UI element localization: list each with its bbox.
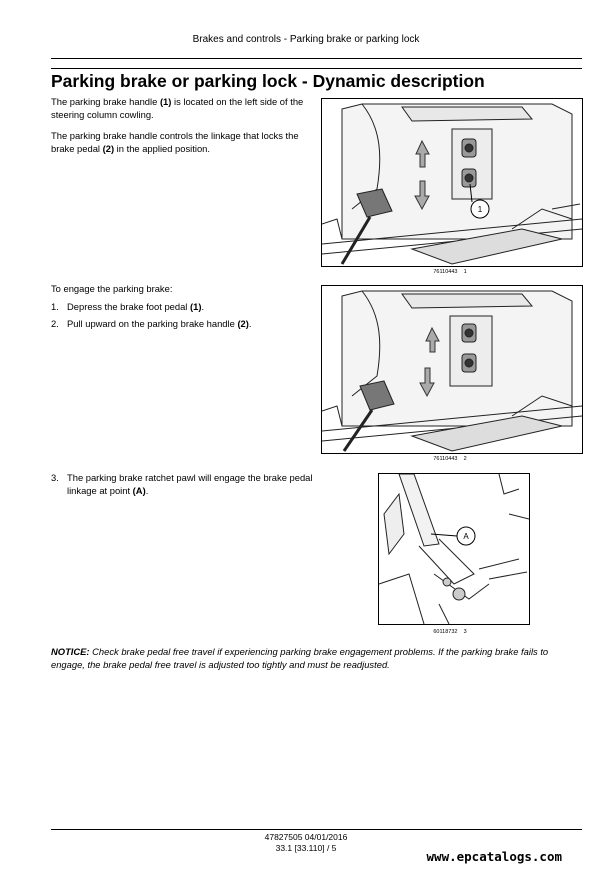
running-header: Brakes and controls - Parking brake or parking lock [192, 34, 420, 45]
figure-1-illustration [321, 98, 583, 267]
intro-paragraph-2: The parking brake handle controls the linkage that locks the brake pedal (2) in the applied position. [51, 130, 299, 154]
footer-rule [51, 829, 582, 830]
notice-paragraph: NOTICE: Check brake pedal free travel if experiencing parking brake engagement problems. If the parking brake fails to engage, the brake pedal free travel is adjusted too tightly and must be readjusted. [51, 646, 549, 670]
list-item: 2. Pull upward on the parking brake handle (2). [51, 318, 252, 329]
callout-1-label: 1 [477, 205, 483, 214]
figure-3-caption: 60118732 3 [433, 629, 467, 635]
list-item: 3. The parking brake ratchet pawl will engage the brake pedal linkage at point (A). [51, 472, 313, 496]
figure-2-caption: 76110443 2 [433, 456, 467, 462]
list-item: 1. Depress the brake foot pedal (1). [51, 301, 205, 312]
figure-3-illustration [378, 473, 530, 625]
callout-a-label: A [463, 532, 469, 541]
figure-1-drawing [322, 99, 582, 266]
title-rule [51, 68, 582, 69]
footer-doc-ref: 47827505 04/01/2016 [264, 832, 348, 842]
engage-lead: To engage the parking brake: [51, 283, 173, 294]
figure-1-caption: 76110443 1 [433, 269, 467, 275]
header-rule [51, 58, 582, 59]
figure-2-drawing [322, 286, 582, 453]
figure-3-drawing [379, 474, 529, 624]
section-title: Parking brake or parking lock - Dynamic description [51, 71, 485, 91]
figure-2-illustration [321, 285, 583, 454]
watermark: www.epcatalogs.com [426, 849, 562, 864]
footer-page-number: 33.1 [33.110] / 5 [275, 843, 337, 853]
intro-paragraph-1: The parking brake handle (1) is located on the left side of the steering column cowling. [51, 96, 304, 120]
